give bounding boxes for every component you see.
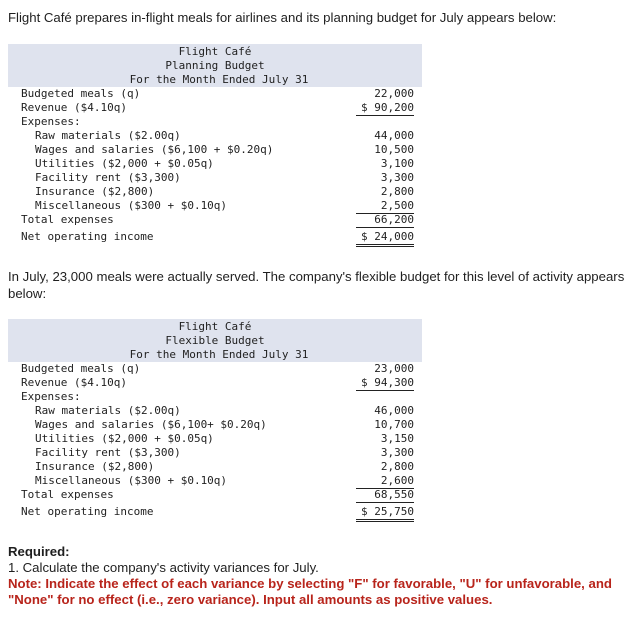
misc-label: Miscellaneous ($300 + $0.10q) bbox=[35, 474, 228, 487]
insurance-row bbox=[8, 185, 422, 199]
wages-row bbox=[8, 418, 422, 432]
rent-value: 3,300 bbox=[380, 446, 414, 459]
revenue-value: $ 94,300 bbox=[356, 376, 414, 391]
wages-value: 10,700 bbox=[374, 418, 414, 431]
insurance-value: 2,800 bbox=[380, 185, 414, 198]
company-name: Flight Café bbox=[178, 320, 252, 333]
meals-value: 22,000 bbox=[374, 87, 414, 100]
total-expenses-value: 66,200 bbox=[356, 213, 414, 228]
meals-value: 23,000 bbox=[374, 362, 414, 375]
revenue-label: Revenue ($4.10q) bbox=[21, 101, 127, 114]
utilities-value: 3,150 bbox=[380, 432, 414, 445]
budget-title: Planning Budget bbox=[165, 59, 265, 72]
misc-value: 2,500 bbox=[356, 199, 414, 214]
utilities-label: Utilities ($2,000 + $0.05q) bbox=[35, 157, 214, 170]
raw-materials-value: 46,000 bbox=[374, 404, 414, 417]
meals-label: Budgeted meals (q) bbox=[21, 362, 141, 375]
total-expenses-row bbox=[8, 213, 422, 227]
company-name: Flight Café bbox=[178, 45, 252, 58]
utilities-value: 3,100 bbox=[380, 157, 414, 170]
rent-label: Facility rent ($3,300) bbox=[35, 171, 181, 184]
budget-period: For the Month Ended July 31 bbox=[129, 73, 309, 86]
meals-row bbox=[8, 362, 422, 376]
flexible-budget-header bbox=[8, 319, 422, 362]
flexible-budget-table bbox=[8, 319, 422, 519]
intro-text: Flight Café prepares in-flight meals for airlines and its planning budget for July appears below: bbox=[8, 10, 557, 25]
misc-row bbox=[8, 199, 422, 213]
total-expenses-label: Total expenses bbox=[21, 213, 114, 226]
required-note: Note: Indicate the effect of each variance by selecting "F" for favorable, "U" for unfavorable, and "None" for no effect (i.e., zero variance). Input all amounts as positive values. bbox=[8, 576, 612, 607]
insurance-label: Insurance ($2,800) bbox=[35, 185, 155, 198]
misc-row bbox=[8, 474, 422, 488]
raw-materials-label: Raw materials ($2.00q) bbox=[35, 404, 181, 417]
total-expenses-label: Total expenses bbox=[21, 488, 114, 501]
rent-row bbox=[8, 171, 422, 185]
revenue-row bbox=[8, 376, 422, 390]
wages-value: 10,500 bbox=[374, 143, 414, 156]
net-operating-income-row bbox=[8, 505, 422, 519]
meals-row bbox=[8, 87, 422, 101]
expenses-label: Expenses: bbox=[21, 115, 81, 128]
raw-materials-value: 44,000 bbox=[374, 129, 414, 142]
expenses-label: Expenses: bbox=[21, 390, 81, 403]
rent-row bbox=[8, 446, 422, 460]
required-heading: Required: bbox=[8, 544, 70, 559]
net-operating-income-value: $ 25,750 bbox=[356, 505, 414, 522]
required-section bbox=[8, 544, 638, 608]
insurance-label: Insurance ($2,800) bbox=[35, 460, 155, 473]
insurance-row bbox=[8, 460, 422, 474]
total-expenses-row bbox=[8, 488, 422, 502]
insurance-value: 2,800 bbox=[380, 460, 414, 473]
total-expenses-value: 68,550 bbox=[356, 488, 414, 503]
planning-budget-header bbox=[8, 44, 422, 87]
raw-materials-label: Raw materials ($2.00q) bbox=[35, 129, 181, 142]
net-operating-income-row bbox=[8, 230, 422, 244]
rent-value: 3,300 bbox=[380, 171, 414, 184]
budget-period: For the Month Ended July 31 bbox=[129, 348, 309, 361]
revenue-label: Revenue ($4.10q) bbox=[21, 376, 127, 389]
meals-label: Budgeted meals (q) bbox=[21, 87, 141, 100]
utilities-label: Utilities ($2,000 + $0.05q) bbox=[35, 432, 214, 445]
wages-label: Wages and salaries ($6,100 + $0.20q) bbox=[35, 143, 274, 156]
expenses-heading-row bbox=[8, 390, 422, 404]
revenue-value: $ 90,200 bbox=[356, 101, 414, 116]
net-operating-income-value: $ 24,000 bbox=[356, 230, 414, 247]
middle-text: In July, 23,000 meals were actually served. The company's flexible budget for this level of activity appears below: bbox=[8, 269, 625, 301]
wages-row bbox=[8, 143, 422, 157]
revenue-row bbox=[8, 101, 422, 115]
utilities-row bbox=[8, 432, 422, 446]
raw-materials-row bbox=[8, 404, 422, 418]
misc-value: 2,600 bbox=[356, 474, 414, 489]
expenses-heading-row bbox=[8, 115, 422, 129]
budget-title: Flexible Budget bbox=[165, 334, 265, 347]
required-item-1: 1. Calculate the company's activity variances for July. bbox=[8, 560, 319, 575]
misc-label: Miscellaneous ($300 + $0.10q) bbox=[35, 199, 228, 212]
net-operating-income-label: Net operating income bbox=[21, 505, 154, 518]
planning-budget-table bbox=[8, 44, 422, 244]
rent-label: Facility rent ($3,300) bbox=[35, 446, 181, 459]
utilities-row bbox=[8, 157, 422, 171]
net-operating-income-label: Net operating income bbox=[21, 230, 154, 243]
wages-label: Wages and salaries ($6,100+ $0.20q) bbox=[35, 418, 267, 431]
raw-materials-row bbox=[8, 129, 422, 143]
